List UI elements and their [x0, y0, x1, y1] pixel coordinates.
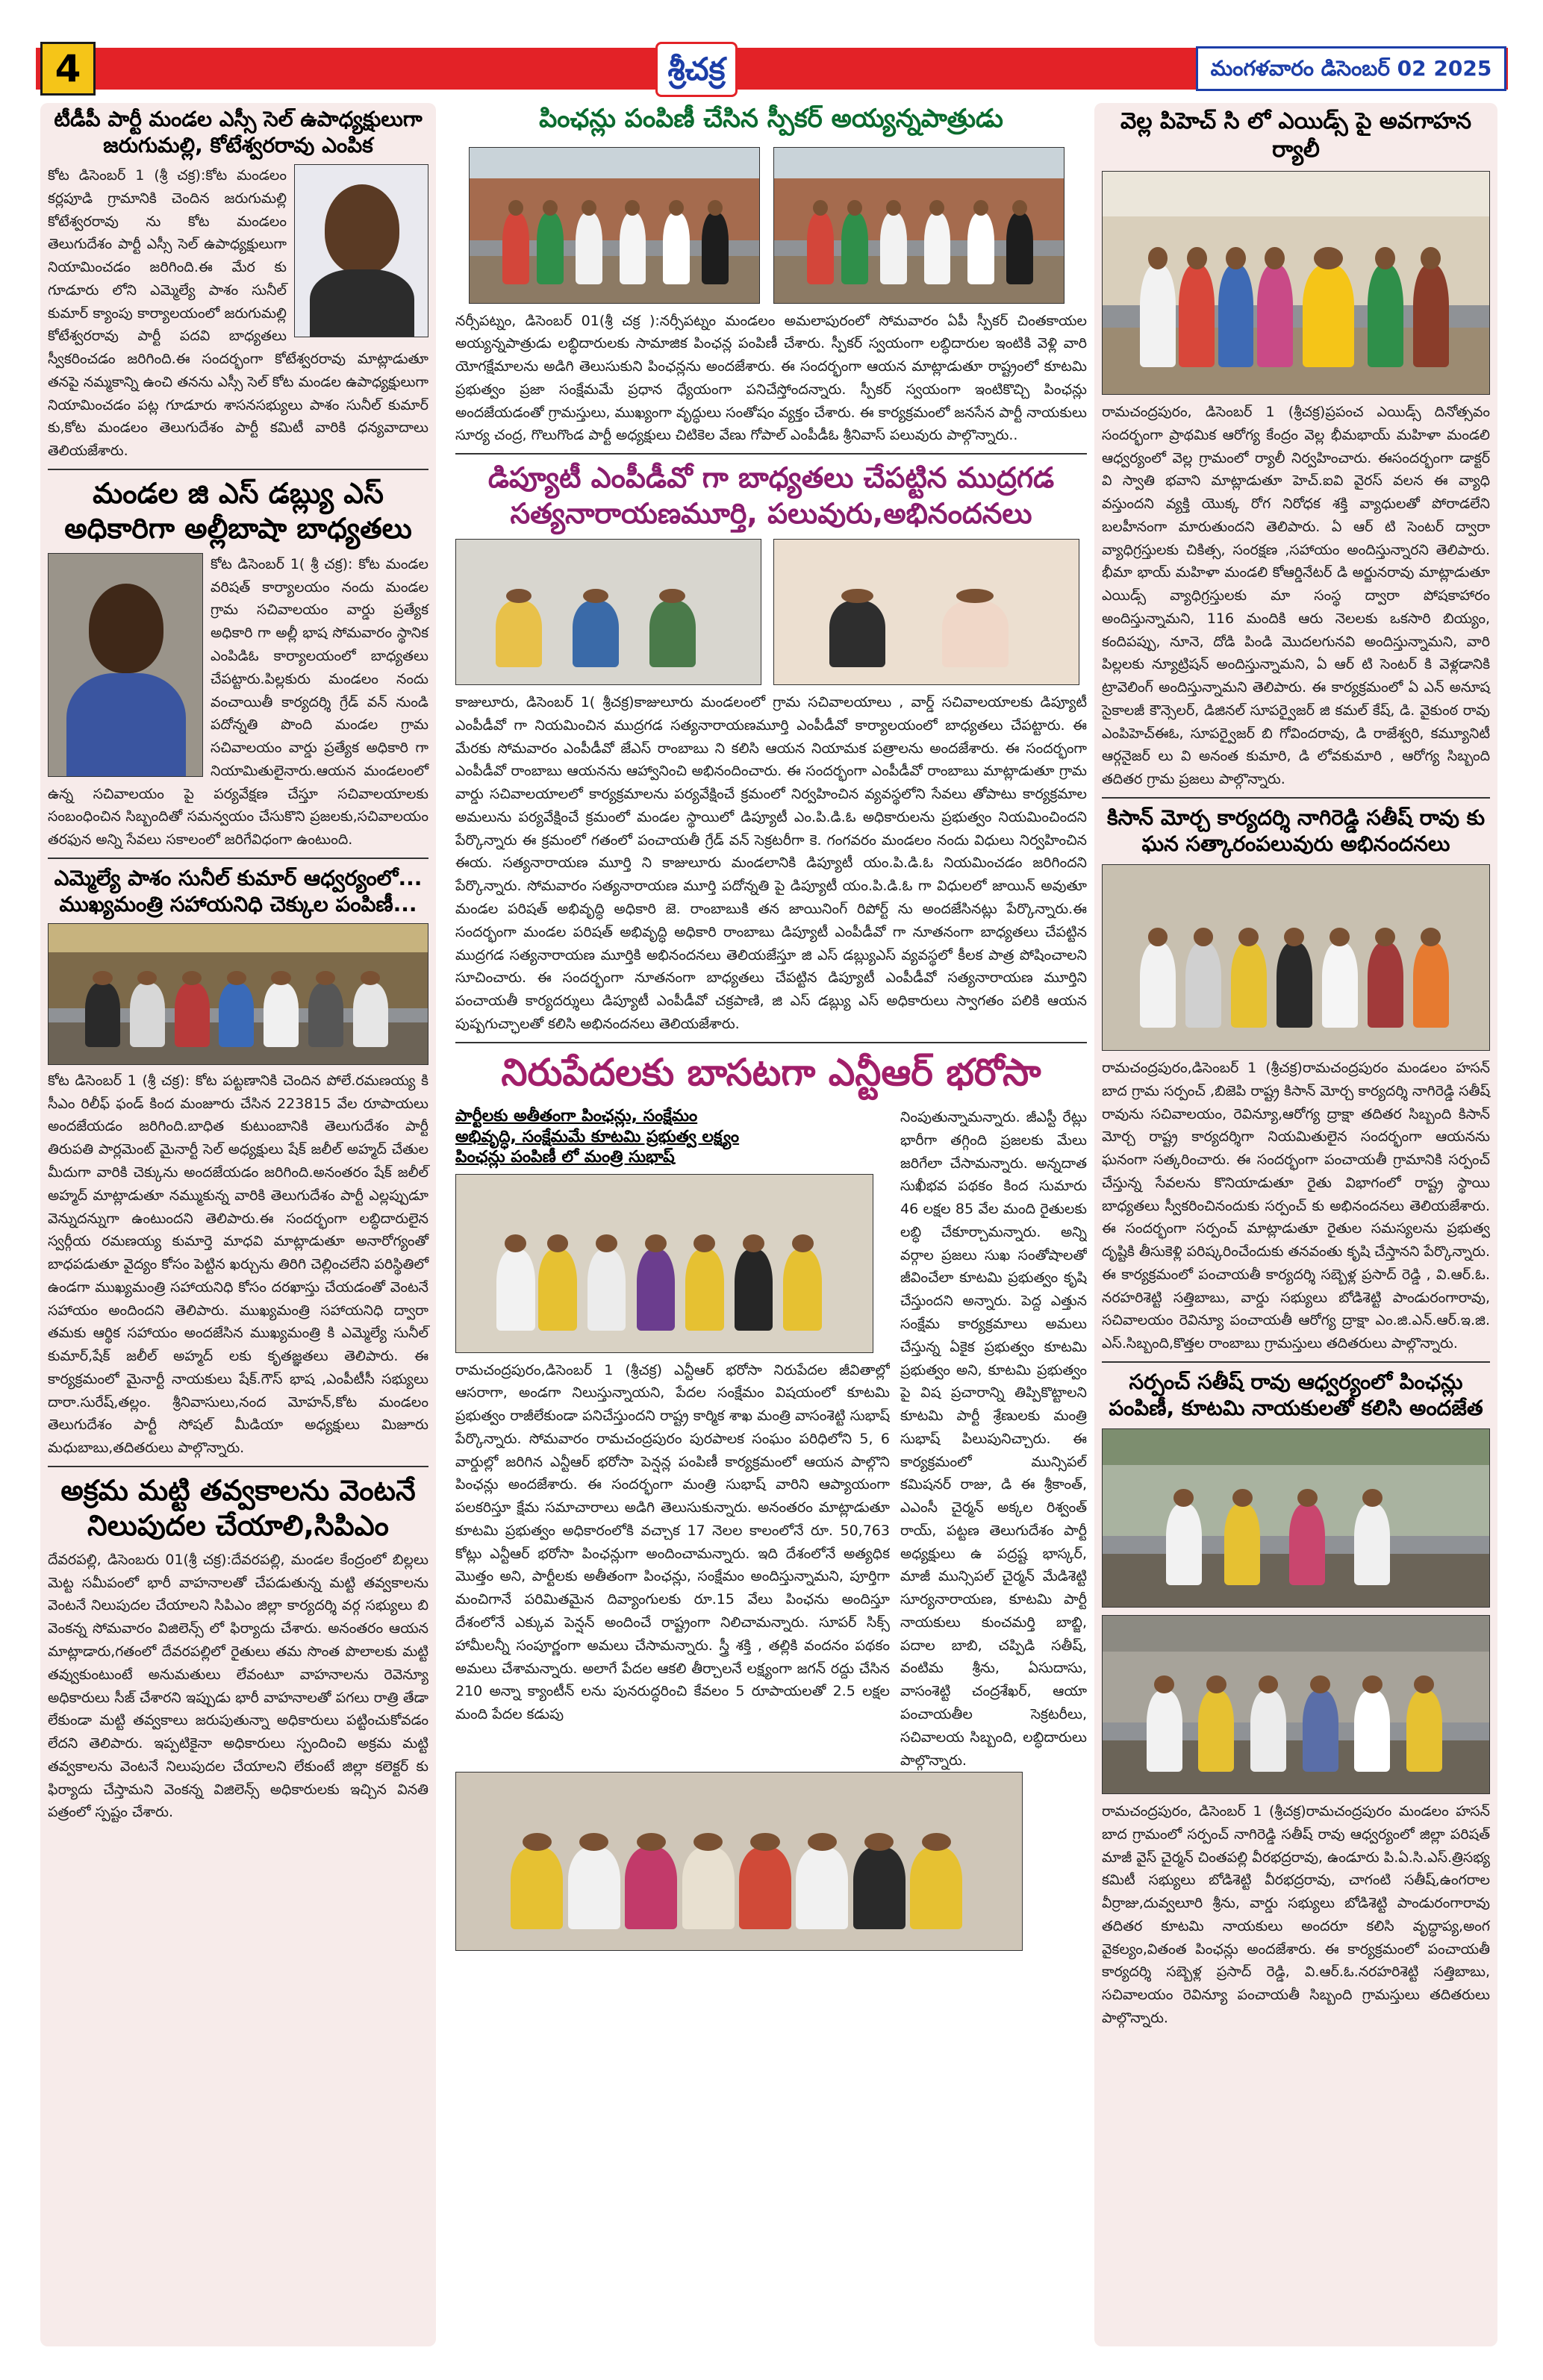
article-mid-3-photo-1: [455, 1174, 873, 1353]
article-left-1-title: టీడీపీ పార్టీ మండల ఎస్సీ సెల్ ఉపాధ్యక్షులుగా జరుగుమల్లి, కోటేశ్వరరావు ఎంపిక: [54, 107, 423, 157]
article-left-3-title: ఎమ్మెల్యే పాశం సునీల్ కుమార్ ఆధ్వర్యంలో... ముఖ్యమంత్రి సహాయనిధి చెక్కుల పంపిణీ...: [54, 865, 423, 916]
right-column: [1094, 103, 1497, 2346]
article-mid-3-subhead-2: అభివృద్ధి, సంక్షేమమే కూటమి ప్రభుత్వ లక్ష్యం: [455, 1127, 740, 1146]
article-mid-2-body: కాజులూరు, డిసెంబర్ 1( శ్రీచక్ర)కాజులూరు మండలంలో గ్రామ సచివాలయాలు , వార్డ్ సచివాలయాలకు డిప్యూటీ ఎంపీడీవో గా నియమించిన ముద్రగడ సత్యనారాయణమూర్తి ఎంపీడీవో కార్యాలయంలో బాధ్యతలు చేపట్టారు. ఈ మేరకు సోమవారం ఎంపీడీవో జేఎస్ రాంబాబు ని కలిసి ఆయన నియామక పత్రాలను అందజేశారు. ఈ సందర్భంగా ఎంపీడీవో రాంబాబు ఆయనను ఆహ్వానించి అభినందించారు. ఈ సందర్భంగా ఎంపీడీవో రాంబాబు మాట్లాడుతూ గ్రామ వార్డు సచివాలయాలలో కార్యక్రమాలను పర్యవేక్షించే క్రమంలో నిర్వహించిన వ్యవస్థలోని సేవలు తోపాటు కార్యక్రమాల అమలును పర్యవేక్షించే క్రమంలో మండల స్థాయిలో డిప్యూటీ ఎం.పి.డి.ఓ అధికారులను ప్రభుత్వం నియమించిందని పేర్కొన్నారు ఈ క్రమంలో గతంలో పంచాయతీ గ్రేడ్ వన్ సెక్రటరీగా కె. గంగవరం మండలం నందు విధులు నిర్వహించిన ఈయ. సత్యనారాయణ మూర్తి ని కాజులూరు మండలానికి డిప్యూటీ యం.పి.డి.ఓ నియమించడం జరిగిందని పేర్కొన్నారు. సోమవారం సత్యనారాయణ మూర్తి పదోన్నతి పై డిప్యూటీ యం.పి.డి.ఓ గా విధులలో జాయిన్ అవుతూ మండల పరిషత్ అభివృద్ధి అధికారి జె. రాంబాబుకి తన జాయినింగ్ రిపోర్ట్ ను అందజేసినట్లు పేర్కొన్నారు.ఈ సందర్భంగా మండల పరిషత్ అభివృద్ధి అధికారి రాంబాబు డిప్యూటీ ఎంపీడీవో గా నూతనంగా బాధ్యతలు చేపట్టిన ముద్రగడ సత్యనారాయణ మూర్తికి అభినందనలు తెలియజేస్తూ జి ఎస్ డబ్ల్యుఎస్ వ్యవస్థలో కీలక పాత్ర పోషించాలని సూచించారు. ఈ సందర్భంగా నూతనంగా బాధ్యతలు చేపట్టిన డిప్యూటీ ఎంపీడీవో సత్యనారాయణ మూర్తిని పంచాయతీ కార్యదర్శులు డిప్యూటీ ఎంపీడీవో చక్రపాణి, జి ఎస్ డబ్ల్యు ఎస్ అధికారులు స్వాగతం పలికి ఆయన పుష్పగుచ్ఛాలతో కలిసి అభినందనలు తెలియజేశారు.: [455, 694, 1087, 1032]
article-mid-3-subhead-3: పింఛన్లు పంపిణీ లో మంత్రి సుభాష్: [455, 1148, 675, 1167]
article-right-3-body: రామచంద్రపురం, డిసెంబర్ 1 (శ్రీచక్ర)రామచంద్రపురం మండలం హసన్ బాద గ్రామంలో సర్పంచ్ నాగిరెడ్డి సతీష్ రావు ఆధ్వర్యంలో జిల్లా పరిషత్ మాజీ వైస్ చైర్మన్ చింతపల్లి వీరభద్రరావు, ఉండూరు పి.ఏ.సి.ఎస్.త్రిసభ్య కమిటీ సభ్యులు బోడిశెట్టి వీరభద్రరావు, చాగంటి సతీష్,ఉంగరాల వీర్రాజు,దువ్వలూరి శ్రీను, వార్డు సభ్యులు బోడిశెట్టి పాండురంగారావు తదితర కూటమి నాయకులు అందరూ కలిసి వృద్ధాప్య,అంగ వైకల్యం,వితంత పింఛన్లు అందజేశారు. ఈ కార్యక్రమంలో పంచాయతీ కార్యదర్శి సబ్బెళ్ల ప్రసాద్ రెడ్డి, వి.ఆర్.ఓ.నరహరిశెట్టి సత్తిబాబు, సచివాలయం రెవిన్యూ పంచాయతీ సిబ్బంది గ్రామస్తులు తదితరులు పాల్గొన్నారు.: [1102, 1802, 1490, 2026]
article-left-4-body: దేవరపల్లి, డిసెంబరు 01(శ్రీ చక్ర):దేవరపల్లి, మండల కేంద్రంలో బిల్లలు మెట్ట సమీపంలో భారీ వాహనాలతో చేపడుతున్న మట్టి తవ్వకాలను వెంటనే నిలుపుదల చేయాలని సిపిఎం జిల్లా కార్యదర్శి వర్గ సభ్యులు బి వెంకన్న సోమవారం విజిలెన్స్ లో ఫిర్యాదు చేశారు. అనంతరం ఆయన మాట్లాడారు,గతంలో దేవరపల్లిలో రైతులు తమ సొంత పొలాలకు మట్టి తవ్వుకుంటుంటే అనుమతులు లేవంటూ వాహనాలను రెవెన్యూ అధికారులు సీజ్ చేశారని ఇప్పుడు భారీ వాహనాలతో పగలు రాత్రి తేడా లేకుండా మట్టి తవ్వకాలు జరుపుతున్నా అధికారులు పట్టించుకోవడం లేదని తెలిపారు. ఇప్పటికైనా అధికారులు స్పందించి అక్రమ మట్టి తవ్వకాలను వెంటనే నిలుపుదల చేయాలని లేకుంటే జిల్లా కలెక్టర్ కు ఫిర్యాదు చేస్తామని వెంకన్న విజిలెన్స్ అధికారులకు ఇచ్చిన వినతి పత్రంలో స్పష్టం చేశారు.: [48, 1551, 428, 1821]
article-left-2-title: మండల జి ఎస్ డబ్ల్యు ఎస్ అధికారిగా అల్లీబాషా బాధ్యతలు: [64, 476, 412, 546]
article-mid-1-body: నర్సీపట్నం, డిసెంబర్ 01(శ్రీ చక్ర ):నర్సీపట్నం మండలం అమలాపురంలో సోమవారం ఏపీ స్పీకర్ చింతకాయల అయ్యన్నపాత్రుడు లబ్ధిదారులకు సామాజిక పింఛన్ల పంపిణీ చేశారు. స్పీకర్ స్వయంగా లబ్ధిదారుల ఇంటికి వెళ్లి వారి యోగక్షేమాలను అడిగి తెలుసుకుని పింఛన్లను అందజేశారు. ఈ సందర్భంగా ఆయన మాట్లాడుతూ రాష్ట్రంలో కూటమి ప్రభుత్వం ప్రజా సంక్షేమమే ప్రధాన ధ్యేయంగా పనిచేస్తోందన్నారు. స్పీకర్ స్వయంగా ఇంటికొచ్చి పింఛన్లు అందజేయడంతో గ్రామస్తులు, ముఖ్యంగా వృద్ధులు సంతోషం వ్యక్తం చేశారు. ఈ కార్యక్రమంలో జనసేన పార్టీ నాయకులు సూర్య చంద్ర, గొలుగొండ పార్టీ అధ్యక్షులు చిటికెల వేణు గోపాల్ ఎంపీడీఓ శ్రీనివాస్ పలువురు పాల్గొన్నారు..: [455, 312, 1087, 444]
article-right-1-body: రామచంద్రపురం, డిసెంబర్ 1 (శ్రీచక్ర)ప్రపంచ ఎయిడ్స్ దినోత్సవం సందర్భంగా ప్రాథమిక ఆరోగ్య కేంద్రం వెల్ల భీమభాయ్ మహిళా మండలి ఆధ్వర్యంలో వెల్ల గ్రామంలో ర్యాలీ నిర్వహించారు. ఈసందర్భంగా డాక్టర్ వి స్వాతి భవాని మాట్లాడుతూ హెచ్.ఐవి వైరస్ వలన ఈ వ్యాధి వస్తుందని వ్యక్తి యొక్క రోగ నిరోధక శక్తి వ్యాధులతో పోరాడలేని బలహీనంగా మారుతుందని తెలిపారు. ఏ ఆర్ టి సెంటర్ ద్వారా వ్యాధిగ్రస్తులకు చికిత్స, సంరక్షణ ,సహాయం అందిస్తున్నారని తెలిపారు. భీమా భాయ్ మహిళా మండలి కోఆర్డినేటర్ డి అర్జునరావు మాట్లాడుతూ ఎయిడ్స్ వ్యాధిగ్రస్తులకు మా సంస్థ ద్వారా పోషకాహారం అందిస్తున్నామని, 116 మందికి ఆరు నెలలకు ఒకసారి బియ్యం, కందిపప్పు, నూనె, దోడి పిండి మొదలగునవి అందిస్తున్నామని, వారి పిల్లలకు న్యూట్రిషన్ అందిస్తున్నామని, ఏ ఆర్ టి సెంటర్ కి వెళ్లడానికి ట్రావెలింగ్ అందిస్తున్నామని తెలిపారు. ఈ కార్యక్రమంలో ఏ ఎన్ అనూష సైకాలజీ కౌన్సెలర్, డిజినల్ సూపర్వైజర్ జి కమల్ కేష్, డి. వైకుంఠ రావు ఎంపిహెచ్ఈఓ, సూపర్వైజర్ బి గోవిందరావు, డి రాజేశ్వరి, కమ్యూనిటీ ఆర్గనైజర్ లు వి అనంత కుమారి, డి లోవకుమారి , ఆరోగ్య సిబ్బంది తదితర గ్రామ ప్రజలు పాల్గొన్నారు.: [1102, 404, 1490, 788]
article-left-1-body: కోట డిసెంబర్ 1 (శ్రీ చక్ర):కోట మండలం కర్లపూడి గ్రామానికి చెందిన జరుగుమల్లి కోటేశ్వరరావు ను కోట మండలం తెలుగుదేశం పార్టీ ఎస్సీ సెల్ ఉపాధ్యక్షులుగా నియామించడం జరిగింది.ఈ మేర కు గూడూరు లోని ఎమ్మెల్యే పాశం సునీల్ కుమార్ క్యాంపు కార్యాలయంలో జరుగుమల్లి కోటేశ్వరరావు పార్టీ పదవి బాధ్యతలు స్వీకరించడం జరిగింది.ఈ సందర్భంగా కోటేశ్వరరావు మాట్లాడుతూ తనపై నమ్మకాన్ని ఉంచి తనను ఎస్సీ సెల్ కోట మండల ఉపాధ్యక్షులుగా నియామించడం పట్ల గూడూరు శాసనసభ్యులు పాశం సునీల్ కుమార్ కు,కోట మండలం తెలుగుదేశం పార్టీ కమిటీ వారికి ధన్యవాదాలు తెలియజేశారు.: [48, 167, 428, 460]
article-right-3-title: సర్పంచ్ సతీష్ రావు ఆధ్వర్యంలో పింఛన్లు పంపిణీ, కూటమి నాయకులతో కలిసి అందజేత: [1109, 1369, 1483, 1420]
article-mid-1: [455, 103, 1087, 447]
article-left-2-body: కోట డిసెంబర్ 1( శ్రీ చక్ర): కోట మండల వరిషత్ కార్యాలయం నందు మండల గ్రామ సచివాలయం వార్డు ప్రత్యేక అధికారి గా అల్లీ భాష సోమవారం స్థానిక ఎంపిడిఓ కార్యాలయంలో బాధ్యతలు చేపట్టారు.పిల్లకురు మండలం నందు వంచాయితీ కార్యదర్శి గ్రేడ్ వన్ నుండి పదోన్నతి పొంది మండల గ్రామ సచివాలయం వార్డు ప్రత్యేక అధికారి గా నియామితులైనారు.ఆయన మండలంలో ఉన్న సచివాలయం పై పర్యవేక్షణ చేస్తూ సచివాలయాలకు సంబంధించిన సిబ్బందితో సమన్వయం చేసుకొని ప్రజలకు,సచివాలయం తరఫున అన్ని సేవలు సకాలంలో జరిగేవిధంగా ఉంటుంది.: [48, 555, 428, 849]
article-left-3-photo: [48, 923, 428, 1065]
article-mid-1-title: పింఛన్లు పంపిణీ చేసిన స్పీకర్ అయ్యన్నపాత్రుడు: [539, 104, 1003, 134]
article-right-2: [1102, 805, 1490, 1355]
article-mid-2-photo-1: [455, 539, 761, 685]
article-mid-3-right-col: [900, 1106, 1087, 1772]
article-left-1: [48, 106, 428, 463]
article-right-2-body: రామచంద్రపురం,డిసెంబర్ 1 (శ్రీచక్ర)రామచంద్రపురం మండలం హసన్ బాద గ్రామ సర్పంచ్ ,బిజెపి రాష్ట్ర కిసాన్ మోర్చ కార్యదర్శి నాగిరెడ్డి సతీష్ రావును సచివాలయం, రెవిన్యూ,ఆరోగ్య ద్రాక్షా తదితర సిబ్బంది కిసాన్ మోర్చ రాష్ట్ర కార్యదర్శిగా నియమితులైన సందర్భంగా ఆయనను ఘనంగా సత్కరించారు. ఈ సందర్భంగా పంచాయతీ గ్రామానికి సర్పంచ్ చేస్తున్న సేవలను కొనియాడుతూ రైతు విభాగంలో రాష్ట్ర స్థాయి బాధ్యతలు స్వీకరించినందుకు సర్పంచ్ కు అభినందనలు తెలియజేశారు. ఈ సందర్భంగా సర్పంచ్ మాట్లాడుతూ రైతుల సమస్యలను ప్రభుత్వ దృష్టికి తీసుకెళ్లి పరిష్కరించేందుకు తనవంతు కృషి చేస్తానని పేర్కొన్నారు. ఈ కార్యక్రమంలో పంచాయతీ కార్యదర్శి సబ్బెళ్ల ప్రసాద్ రెడ్డి , వి.ఆర్.ఓ. నరహరిశెట్టి సత్తిబాబు, వార్డు సభ్యులు బోడిశెట్టి పాండురంగారావు, సచివాలయం రెవిన్యూ పంచాయతీ ఆరోగ్య ద్రాక్షా ఎం.జి.ఎన్.ఆర్.ఇ.జి. ఎస్.సిబ్బంది,కొత్తల రాంబాబు గ్రామస్తులు తదితరులు పాల్గొన్నారు.: [1102, 1060, 1490, 1352]
middle-column: [455, 103, 1087, 2346]
article-right-1-title: వెల్ల పిహెచ్ సి లో ఎయిడ్స్ పై అవగాహన ర్యాలీ: [1120, 108, 1472, 163]
article-mid-1-photo-1: [469, 147, 760, 304]
issue-date: మంగళవారం డిసెంబర్ 02 2025: [1196, 46, 1506, 91]
article-mid-2-title: డిప్యూటీ ఎంపీడీవో గా బాధ్యతలు చేపట్టిన ముద్రగడ సత్యనారాయణమూర్తి, పలువురు,అభినందనలు: [487, 461, 1055, 530]
article-mid-2: [455, 460, 1087, 1035]
article-right-3-photo-1: [1102, 1428, 1490, 1608]
article-left-2-portrait: [48, 553, 203, 777]
article-left-4: [48, 1473, 428, 1824]
article-left-3: [48, 865, 428, 1460]
left-column: [40, 103, 436, 2346]
article-left-4-title: అక్రమ మట్టి తవ్వకాలను వెంటనే నిలుపుదల చేయాలి,సిపిఎం: [60, 1473, 416, 1543]
article-mid-3: [455, 1049, 1087, 1952]
article-mid-3-subhead-1: పార్టీలకు అతీతంగా పింఛన్లు, సంక్షేమం: [455, 1107, 698, 1126]
article-mid-2-photo-2: [773, 539, 1079, 685]
article-right-3-photo-2: [1102, 1615, 1490, 1794]
article-right-2-photo: [1102, 864, 1490, 1051]
article-mid-3-body-main: రామచంద్రపురం,డిసెంబర్ 1 (శ్రీచక్ర) ఎన్టీఆర్ భరోసా నిరుపేదల జీవితాల్లో ఆసరాగా, అండగా నిలుస్తున్నాయని, పేదల సంక్షేమం విషయంలో కూటమి ప్రభుత్వం రాజీలేకుండా పనిచేస్తుందని రాష్ట్ర కార్మిక శాఖ మంత్రి వాసంశెట్టి సుభాష్ పేర్కొన్నారు. సోమవారం రామచంద్రపురం పురపాలక సంఘం పరిధిలోని 5, 6 వార్డుల్లో జరిగిన ఎన్టీఆర్ భరోసా పెన్షన్ల పంపిణీ కార్యక్రమంలో ఆయన పాల్గొని పింఛన్లు అందజేశారు. ఈ సందర్భంగా మంత్రి సుభాష్ వారిని ఆప్యాయంగా పలకరిస్తూ క్షేమ సమాచారాలు అడిగి తెలుసుకున్నారు. అనంతరం మాట్లాడుతూ కూటమి ప్రభుత్వం అధికారంలోకి వచ్చాక 17 నెలల కాలంలోనే రూ. 50,763 కోట్లు ఎన్టీఆర్ భరోసా పింఛన్లుగా అందించామన్నారు. ఇది దేశంలోనే అత్యధిక మొత్తం అని, పార్టీలకు అతీతంగా పింఛన్లు, సంక్షేమం అందిస్తున్నామని, పూర్తిగా మంచిగానే పరిమితమైన దివ్యాంగులకు రూ.15 వేలు పింఛను అందిస్తూ దేశంలోనే ఎక్కువ పెన్షన్ అందించే రాష్ట్రంగా నిలిచామన్నారు. సూపర్ సిక్స్ హామీలన్నీ సంపూర్ణంగా అమలు చేసామన్నారు. స్త్రీ శక్తి , తల్లికి వందనం పథకం అమలు చేశామన్నారు. అలాగే పేదల ఆకలి తీర్చాలనే లక్ష్యంగా జగన్ రద్దు చేసిన 210 అన్నా క్యాంటీన్ లను పునరుద్ధరించి కేవలం 5 రూపాయలతో 2.5 లక్షల మంది పేదల కడుపు: [455, 1361, 890, 1723]
article-left-1-portrait: [294, 164, 428, 337]
page-number: 4: [40, 42, 96, 96]
article-right-1: [1102, 107, 1490, 791]
article-mid-3-body-right: నింపుతున్నామన్నారు. జీఎస్టీ రేట్లు భారీగా తగ్గింది ప్రజలకు మేలు జరిగేలా చేసామన్నారు. అన్నదాత సుఖీభవ పథకం కింద సుమారు 46 లక్షల 85 వేల మంది రైతులకు లబ్ధి చేకూర్చామన్నారు. అన్ని వర్గాల ప్రజలు సుఖ సంతోషాలతో జీవించేలా కూటమి ప్రభుత్వం కృషి చేస్తుందని అన్నారు. పెద్ద ఎత్తున సంక్షేమ కార్యక్రమాలు అమలు చేస్తున్న ఏకైక ప్రభుత్వం కూటమి ప్రభుత్వం అని, కూటమి ప్రభుత్వం పై విష ప్రచారాన్ని తిప్పికొట్టాలని కూటమి పార్టీ శ్రేణులకు మంత్రి సుభాష్ పిలుపునిచ్చారు. ఈ కార్యక్రమంలో మున్సిపల్ కమిషనర్ రాజు, డి ఈ శ్రీకాంత్, ఎఎంసీ చైర్మన్ అక్కల రిశ్వంత్ రాయ్, పట్టణ తెలుగుదేశం పార్టీ అధ్యక్షులు ఉ పద్రష్ట భాస్కర్, మాజీ మున్సిపల్ చైర్మన్ మేడిశెట్టి సూర్యనారాయణ, కూటమి పార్టీ నాయకులు కుంచమర్తి బాబ్జి, పదాల బాబి, చప్పిడి సతీష్, వంటిమ శ్రీను, ఏసుదాసు, వాసంశెట్టి చంద్రశేఖర్, ఆయా పంచాయతీల సెక్రటరీలు, సచివాలయ సిబ్బంది, లబ్ధిదారులు పాల్గొన్నారు.: [900, 1109, 1087, 1769]
article-mid-3-title: నిరుపేదలకు బాసటగా ఎన్టీఆర్ భరోసా: [501, 1050, 1041, 1094]
article-mid-1-photo-2: [773, 147, 1064, 304]
article-left-2: [48, 476, 428, 852]
article-left-3-body: కోట డిసెంబర్ 1 (శ్రీ చక్ర): కోట పట్టణానికి చెందిన పోలే.రమణయ్య కి సీఎం రిలీఫ్ ఫండ్ కింద మంజూరు చేసిన 223815 వేల రూపాయలు అందజేయడం జరిగింది.బాధిత కుటుంబానికి తెలుగుదేశం పార్టీ తిరుపతి పార్లమెంట్ మైనార్టీ సెల్ అధ్యక్షులు షేక్ జలీల్ అహ్మద్ చేతుల మీదుగా వారికి చెక్కును అందజేయడం జరిగింది.అనంతరం షేక్ జలీల్ అహ్మద్ మాట్లాడుతూ నమ్ముకున్న వారికి తెలుగుదేశం పార్టీ ఎల్లప్పుడూ వెన్నుదన్నుగా ఉంటుందని తెలిపారు.ఈ సందర్భంగా లబ్ధిదారులైన స్వర్గీయ రమణయ్య కుమార్తె మాధవి మాట్లాడుతూ అనారోగ్యంతో బాధపడుతూ వైద్యం కోసం పెట్టిన ఖర్చును తిరిగి చెల్లించలేని పరిస్థితిలో ఉండగా ముఖ్యమంత్రి సహాయనిధి కోసం దరఖాస్తు చేయడంతో వెంటనే సహాయం అందిందని తెలిపారు. ముఖ్యమంత్రి సహాయనిధి ద్వారా తమకు ఆర్థిక సహాయం అందజేసిన ముఖ్యమంత్రి కి ఎమ్మెల్యే సునీల్ కుమార్,షేక్ జలీల్ అహ్మద్ లకు కృతజ్ఞతలు తెలిపారు. ఈ కార్యక్రమంలో మైనార్టీ నాయకులు షేక్.గౌస్ భాష ,ఎంపీటీసీ సభ్యులు దారా.సురేష్,తల్లం. శ్రీనివాసులు,నంద మోహన్,కోట మండలం తెలుగుదేశం పార్టీ సోషల్ మీడియా అధ్యక్షులు మిజూరు మధుబాబు,తదితరులు పాల్గొన్నారు.: [48, 1072, 428, 1457]
newspaper-logo: శ్రీచక్ర: [655, 42, 738, 97]
article-right-2-title: కిసాన్ మోర్చ కార్యదర్శి నాగిరెడ్డి సతీష్ రావు కు ఘన సత్కారంపలువురు అభినందనలు: [1106, 805, 1486, 857]
article-mid-3-photo-2: [455, 1772, 1023, 1951]
masthead: [36, 42, 1508, 99]
article-right-1-photo: [1102, 171, 1490, 395]
article-right-3: [1102, 1369, 1490, 2030]
